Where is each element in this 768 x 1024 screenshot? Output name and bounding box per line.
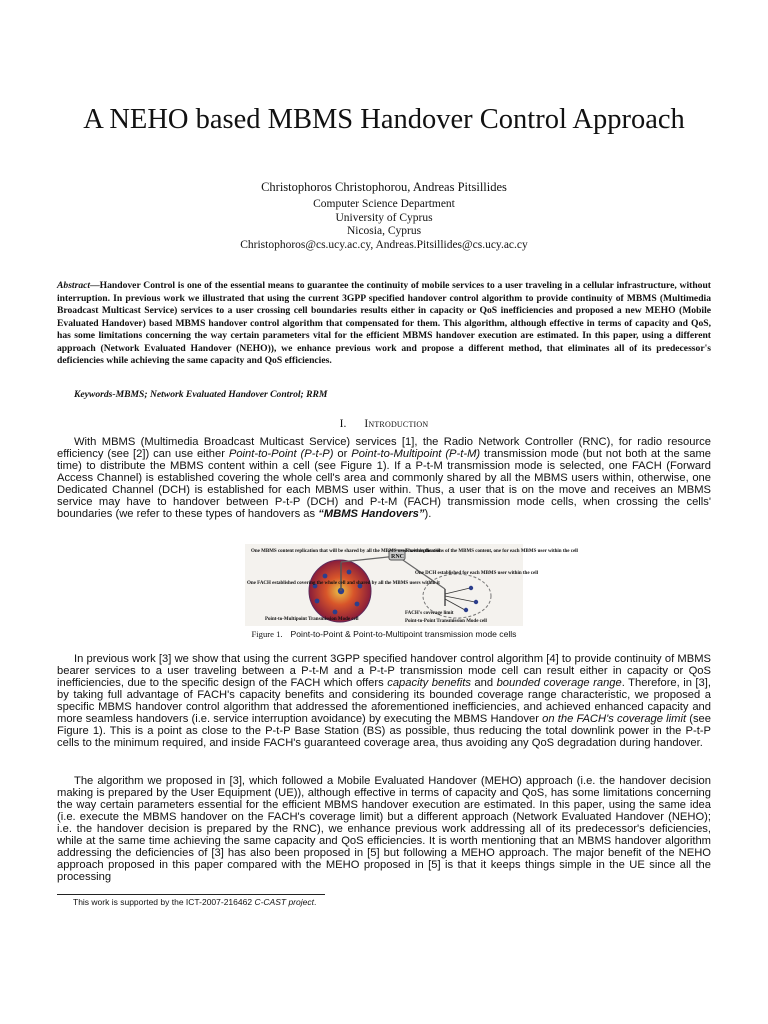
p1-text-2: or: [333, 448, 352, 460]
figure-1-caption: [0, 629, 768, 639]
ptp-users: [464, 586, 478, 612]
footnote-rule: [57, 894, 325, 895]
abstract-text: Handover Control is one of the essential means to guarantee the continuity of mobile services to a user traveling in a cellular infrastructure, without interruption. In previous work we illustrated that using the current 3GPP specified handover control algorithm to provide continuity of MBMS (Multimedia Broadcast Multicast Service) services to a user crossing cell boundaries results either in capacity or QoS inefficiencies and proposed a new MEHO (Mobile Evaluated Handover) based MBMS handover control algorithm that compensated for them. This algorithm, although effective in terms of capacity and QoS, has some limitations concerning the way certain parameters vital for the efficient MBMS handover execution are estimated. In this paper, using a different approach (Network Evaluated Handover (NEHO)), we enhance previous work and propose a different method, that eliminates all of its predecessor's deficiencies while achieving the same capacity and QoS efficiencies.: [57, 280, 711, 366]
abstract: [57, 280, 711, 368]
rnc-label: RNC: [391, 554, 404, 560]
abstract-label: Abstract: [57, 280, 91, 291]
figure-1-diagram: [245, 544, 578, 626]
p2-text-1: In previous work [3] we show that using the current 3GPP specified handover control algorithm [4] to provide continuity of MBMS bearer services to a user traveling between a P-t-M and a P-t-P transmission mode cell can result either in capacity or QoS inefficiencies, due to the specific design of the FACH which offers: [57, 653, 711, 689]
author-affiliation: [0, 198, 768, 252]
p1-italic-ptp: Point-to-Point (P-t-P): [228, 448, 334, 460]
p2-text-3: . Therefore, in [3], by taking full advantage of FACH's capacity benefits and considering its bounded coverage range characteristic, we proposed a specific MBMS handover control algorithm that addressed the aforementioned inefficiencies, and achieved enhanced capacity and more seamless handovers (i.e. service interruption avoidance) by executing the MBMS Handover: [57, 677, 711, 725]
p2-italic-bounded: bounded coverage range: [496, 677, 622, 689]
callout-three-replications: Three replications of the MBMS content, one for each MBMS user within the cell: [405, 549, 578, 554]
keywords: Keywords-MBMS; Network Evaluated Handover Control; RRM: [74, 389, 328, 400]
affiliation-emails: Christophoros@cs.ucy.ac.cy, Andreas.Pitsillides@cs.ucy.ac.cy: [240, 238, 528, 251]
callout-one-fach: One FACH established covering the whole cell and shared by all the MBMS users within it: [247, 581, 440, 586]
callout-fach-coverage: FACH's coverage limit: [405, 611, 454, 616]
dch-links: [445, 588, 475, 610]
abstract-dash: —: [90, 280, 100, 291]
paragraph-intro-3: The algorithm we proposed in [3], which followed a Mobile Evaluated Handover (MEHO) approach (i.e. the handover decision making is prepared by the User Equipment (UE)), although effective in terms of capacity and QoS, has some limitations concerning the way certain parameters essential for the efficient MBMS handover execution are estimated. In this paper, using the same idea (i.e. execute the MBMS handover on the FACH's coverage limit) but a different approach (Network Evaluated Handover (NEHO); i.e. the handover decision is prepared by the RNC), we enhance previous work addressing all of its predecessor's deficiencies, while at the same time achieving the same capacity and QoS efficiencies. It is worth mentioning that an MBMS handover algorithm addressing the deficiencies of [3] has also been proposed in [5] but following a MEHO approach. The major benefit of the NEHO approach proposed in this paper compared with the MEHO proposed in [5] is that it keeps things simple in the UE since all the processing: [57, 775, 711, 883]
callout-ptm-cell: Point-to-Multipoint Transmission Mode cell: [265, 617, 359, 622]
p1-text-4: ).: [424, 508, 432, 520]
p2-italic-capacity: capacity benefits: [387, 677, 471, 689]
p2-text-4: (see Figure 1). This is a point as close to the P-t-P Base Station (BS) as possible, thus reducing the total downlink power in the P-t-P cells to the minimum required, and inside FACH's guaranteed coverage area, thus avoiding any QoS degradation during handover.: [57, 713, 711, 749]
callout-one-dch: One DCH established for each MBMS user within the cell: [415, 571, 539, 576]
p2-italic-coverage-limit: on the FACH's coverage limit: [542, 713, 687, 725]
p2-text-2: and: [470, 677, 497, 689]
author-names: Christophoros Christophorou, Andreas Pitsillides: [261, 180, 507, 194]
callout-content-replication: One MBMS content replication that will be shared by all the MBMS users within the cell: [251, 549, 441, 554]
p1-italic-ptm: Point-to-Multipoint (P-t-M): [351, 448, 481, 460]
section-number: I.: [339, 418, 347, 430]
paragraph-intro-1: [57, 436, 711, 520]
section-title: Introduction: [364, 418, 429, 430]
affiliation-university: University of Cyprus: [335, 211, 433, 224]
affiliation-department: Computer Science Department: [313, 198, 455, 210]
paper-title: A NEHO based MBMS Handover Control Approach: [83, 104, 685, 135]
p1-bold-mbms-handovers: “MBMS Handovers”: [318, 508, 425, 520]
paragraph-intro-2: [57, 653, 711, 749]
figure-1-svg: [245, 544, 578, 626]
footnote-project: C-CAST project: [254, 897, 314, 907]
affiliation-location: Nicosia, Cyprus: [346, 225, 422, 237]
figure-callouts: [247, 549, 579, 624]
section-heading: [0, 418, 768, 430]
footnote: [73, 897, 316, 907]
caption-label: Figure 1.: [251, 629, 283, 639]
footnote-text: This work is supported by the ICT-2007-216462: [73, 897, 255, 907]
callout-ptp-cell: Point-to-Point Transmission Mode cell: [405, 619, 487, 624]
footnote-end: .: [313, 897, 317, 907]
p1-text-3: transmission mode (but not both at the same time) to distribute the MBMS content within a cell (see Figure 1). If a P-t-M transmission mode is selected, one FACH (Forward Access Channel) is established covering the whole cell's area and commonly shared by all the MBMS users within, otherwise, one Dedicated Channel (DCH) is established for each MBMS user within. Thus, a user that is on the move and receives an MBMS service may have to handover between P-t-P (DCH) and P-t-M (FACH) transmission mode cells, when crossing the cells' boundaries (we refer to these types of handovers as: [57, 448, 711, 520]
p1-text-1: With MBMS (Multimedia Broadcast Multicast Service) services [1], the Radio Network Controller (RNC), for radio resource efficiency (see [2]) can use either: [57, 436, 711, 460]
caption-text: Point-to-Point & Point-to-Multipoint transmission mode cells: [290, 629, 517, 639]
